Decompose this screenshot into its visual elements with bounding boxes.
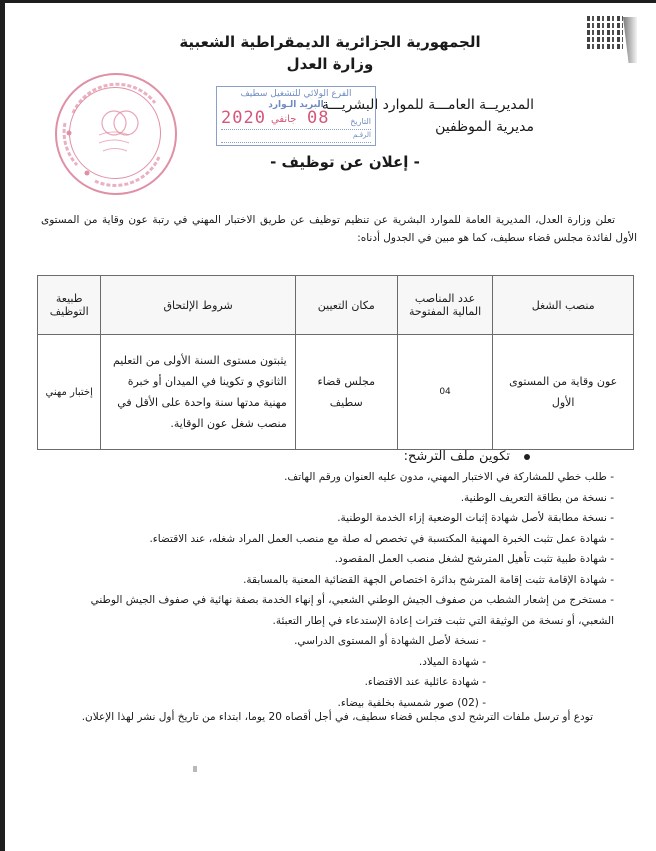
list-item: - شهادة الميلاد. xyxy=(418,655,486,668)
positions-table xyxy=(37,275,634,450)
closing-paragraph: تودع أو ترسل ملفات الترشح لدى مجلس قضاء سطيف، في أجل أقصاه 20 يوما، ابتداء من تاريخ أول نشر لهذا الإعلان. xyxy=(81,711,593,723)
list-item: - نسخة مطابقة لأصل شهادة إثبات الوضعية إزاء الخدمة الوطنية. xyxy=(337,512,614,524)
cell-location: مجلس قضاء سطيف xyxy=(295,335,397,450)
stamp-date-label: التاريخ xyxy=(350,117,371,126)
stamp-incoming: البريد الـوارد xyxy=(268,100,324,110)
intro-paragraph: تعلن وزارة العدل، المديرية العامة للموارد البشرية عن تنظيم توظيف عن طريق الاختبار المهني في رتبة عون وقاية من المستوى الأول لفائدة مجلس قضاء سطيف، كما هو مبين في الجدول أدناه: xyxy=(41,214,637,244)
list-item: - شهادة عمل تثبت الخبرة المهنية المكتسبة في تخصص له صلة مع منصب العمل المراد شغله، عند الاقتضاء. xyxy=(149,532,614,545)
stamp-branch: الفرع الولائي للتشغيل سطيف xyxy=(240,89,352,99)
list-item: - مستخرج من إشعار الشطب من صفوف الجيش الوطني الشعبي، أو إنهاء الخدمة بصفة نهائية في صفوف الجيش الوطني xyxy=(90,594,614,606)
application-file-list xyxy=(44,467,614,713)
list-item: - نسخة لأصل الشهادة أو المستوى الدراسي. xyxy=(294,635,486,647)
scan-shadow xyxy=(623,17,637,63)
col-header-position: منصب الشغل xyxy=(493,276,634,335)
col-header-recruitment-type: طبيعة التوظيف xyxy=(38,276,101,335)
stamp-ref-label: الرقـم xyxy=(353,131,371,139)
round-stamp xyxy=(55,73,177,195)
stamp-emblem-icon xyxy=(55,73,173,191)
directorate-staff: مديرية الموظفين xyxy=(435,119,534,135)
stamp-date-row xyxy=(221,108,371,130)
directorate-general: المديريــة العامـــة للموارد البشريـــة xyxy=(321,97,534,113)
col-header-open-posts: عدد المناصب المالية المفتوحة xyxy=(397,276,493,335)
qr-code xyxy=(587,15,623,51)
list-item: - شهادة الإقامة تثبت إقامة المترشح بدائرة اختصاص الجهة القضائية المعنية بالمسابقة. xyxy=(243,573,614,586)
scan-speck xyxy=(193,766,197,772)
application-file-title-text: تكوين ملف الترشح: xyxy=(403,449,510,464)
cell-recruitment-type: إختبار مهني xyxy=(38,335,101,450)
announcement-title: - إعلان عن توظيف - xyxy=(270,153,420,171)
list-item: - طلب خطي للمشاركة في الاختبار المهني، مدون عليه العنوان ورقم الهاتف. xyxy=(284,471,614,483)
stamp-date-year: 2020 xyxy=(221,108,266,128)
republic-heading: الجمهورية الجزائرية الديمقراطية الشعبية xyxy=(179,33,481,51)
application-file-title xyxy=(404,449,530,464)
ministry-heading: وزارة العدل xyxy=(286,55,374,73)
col-header-conditions: شروط الإلتحاق xyxy=(101,276,295,335)
document-page xyxy=(5,3,656,851)
table-header-row xyxy=(38,276,634,335)
stamp-date-month: جانفي xyxy=(271,114,297,125)
stamp-ref-row xyxy=(221,132,371,143)
col-header-location: مكان التعيين xyxy=(295,276,397,335)
received-mail-stamp xyxy=(216,86,376,146)
table-row xyxy=(38,335,634,450)
list-item: - (02) صور شمسية بخلفية بيضاء. xyxy=(337,696,486,709)
stamp-date-day: 08 xyxy=(307,108,330,128)
cell-open-posts: 04 xyxy=(397,335,493,450)
list-item: - شهادة عائلية عند الاقتضاء. xyxy=(364,676,486,688)
cell-conditions: يثبتون مستوى السنة الأولى من التعليم الثانوي و تكوينا في الميدان أو خبرة مهنية مدتها سنة واحدة على الأقل في منصب شغل عون الوقاية. xyxy=(101,335,295,450)
list-item: - نسخة من بطاقة التعريف الوطنية. xyxy=(460,491,614,504)
list-item: الشعبي، أو نسخة من الوثيقة التي تثبت فترات إعادة الإستدعاء في إطار التعبئة. xyxy=(272,614,614,627)
cell-position: عون وقاية من المستوى الأول xyxy=(493,335,634,450)
bullet-icon xyxy=(524,454,530,460)
list-item: - شهادة طبية تثبت تأهيل المترشح لشغل منصب العمل المقصود. xyxy=(334,553,614,565)
